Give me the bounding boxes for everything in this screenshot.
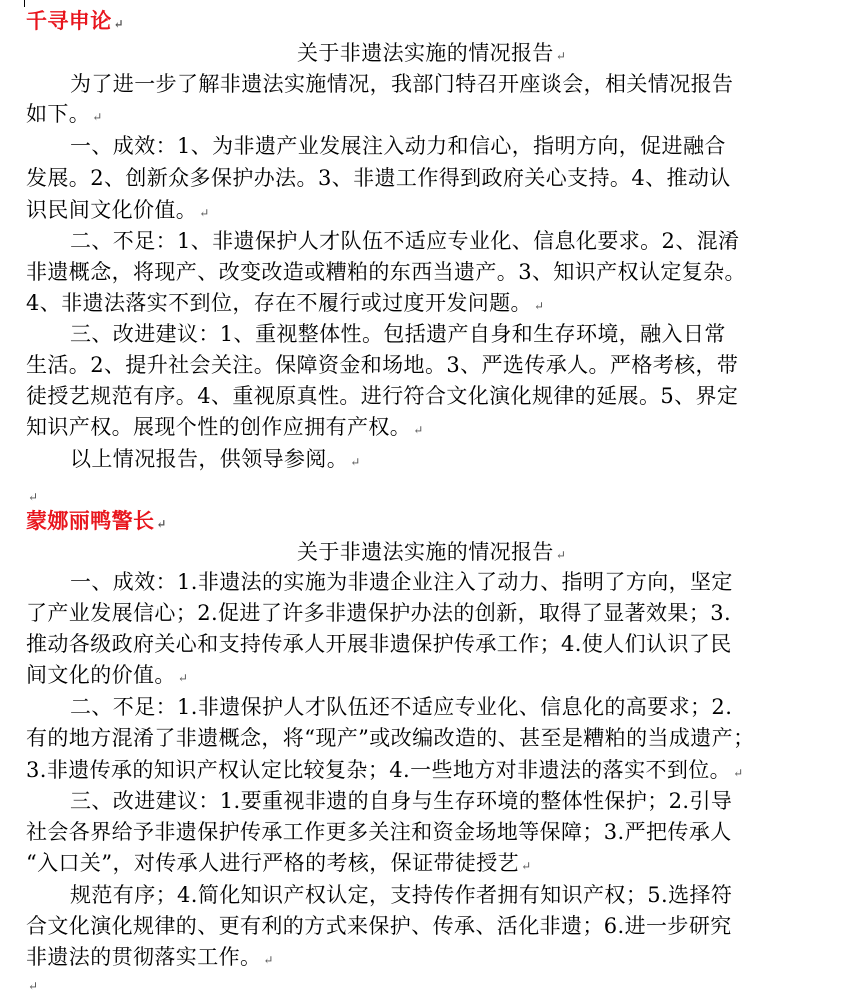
section1-author-text: 千寻申论 [26, 8, 112, 33]
section2-line [26, 849, 532, 880]
paragraph-mark-icon: ↵ [177, 671, 189, 685]
paragraph-mark-icon: ↵ [263, 953, 274, 967]
paragraph-mark-icon: ↵ [733, 766, 744, 780]
paragraph-mark-icon: ↵ [92, 110, 103, 124]
section1-line: 二、不足：1、非遗保护人才队伍不适应专业化、信息化要求。2、混淆 [70, 229, 740, 253]
paragraph-mark-icon: ↵ [533, 299, 545, 313]
section1-title [297, 39, 566, 70]
section1-line: 三、改进建议：1、重视整体性。包括遗产自身和生存环境，融入日常 [70, 322, 726, 346]
section2-line: 规范有序；4.简化知识产权认定，支持传作者拥有知识产权；5.选择符 [70, 883, 733, 907]
paragraph-mark-icon: ↵ [413, 423, 424, 437]
paragraph-mark-icon: ↵ [555, 49, 567, 63]
section1-line-text: 4、非遗法落实不到位，存在不履行或过度开发问题。 [26, 291, 532, 315]
section1-line [26, 196, 210, 227]
text-cursor-mark [24, 0, 25, 7]
section2-line-text: 非遗法的贯彻落实工作。 [26, 945, 262, 969]
section1-author [26, 7, 124, 38]
section2-author-text: 蒙娜丽鸭警长 [26, 508, 155, 533]
section1-line-text: 识民间文化价值。 [26, 198, 198, 222]
section1-line [26, 100, 103, 131]
section1-line: 发展。2、创新众多保护办法。3、非遗工作得到政府关心支持。4、推动认 [26, 166, 731, 190]
section2-line: 三、改进建议：1.要重视非遗的自身与生存环境的整体性保护；2.引导 [70, 789, 733, 813]
section2-line: 有的地方混淆了非遗概念，将“现产”或改编改造的、甚至是糟粕的当成遗产； [26, 726, 755, 750]
section2-line [26, 943, 274, 974]
paragraph-mark-icon: ↵ [28, 490, 39, 504]
section2-line-text: 间文化的价值。 [26, 663, 176, 687]
section2-line: 一、成效：1.非遗法的实施为非遗企业注入了动力、指明了方向，坚定 [70, 570, 733, 594]
paragraph-mark-icon: ↵ [113, 17, 125, 31]
section1-line: 非遗概念，将现产、改变改造或糟粕的东西当遗产。3、知识产权认定复杂。 [26, 260, 746, 284]
section2-line: 二、不足：1.非遗保护人才队伍还不适应专业化、信息化的高要求；2. [70, 695, 733, 719]
section2-title [297, 538, 566, 569]
section2-author [26, 507, 167, 538]
section2-line [26, 756, 744, 787]
section2-line-text: 3.非遗传承的知识产权认定比较复杂；4.一些地方对非遗法的落实不到位。 [26, 758, 732, 782]
section2-line: 了产业发展信心；2.促进了许多非遗保护办法的创新，取得了显著效果；3. [26, 601, 732, 625]
paragraph-mark-icon: ↵ [521, 859, 532, 873]
paragraph-mark-icon: ↵ [28, 979, 39, 993]
section2-line: 社会各界给予非遗保护传承工作更多关注和资金场地等保障；3.严把传承人 [26, 820, 732, 844]
section1-line [26, 289, 544, 320]
section1-line: 为了进一步了解非遗法实施情况，我部门特召开座谈会，相关情况报告 [70, 72, 734, 96]
paragraph-mark-icon: ↵ [156, 517, 167, 531]
section2-title-text: 关于非遗法实施的情况报告 [297, 540, 554, 564]
section2-line: 合文化演化规律的、更有利的方式来保护、传承、活化非遗；6.进一步研究 [26, 914, 732, 938]
section1-title-text: 关于非遗法实施的情况报告 [297, 41, 554, 65]
section1-line: 生活。2、提升社会关注。保障资金和场地。3、严选传承人。严格考核，带 [26, 353, 739, 377]
empty-paragraph [26, 975, 38, 994]
paragraph-mark-icon: ↵ [199, 206, 210, 220]
paragraph-mark-icon: ↵ [555, 548, 567, 562]
paragraph-mark-icon: ↵ [350, 455, 361, 469]
section2-line: 推动各级政府关心和支持传承人开展非遗保护传承工作；4.使人们认识了民 [26, 632, 732, 656]
section1-line [70, 445, 361, 476]
section1-line-text: 如下。 [26, 102, 91, 126]
section1-line [26, 413, 424, 444]
section1-line: 一、成效：1、为非遗产业发展注入动力和信心，指明方向，促进融合 [70, 134, 726, 158]
section1-line-text: 知识产权。展现个性的创作应拥有产权。 [26, 415, 412, 439]
section1-line-text: 以上情况报告，供领导参阅。 [70, 447, 349, 471]
section1-line: 徒授艺规范有序。4、重视原真性。进行符合文化演化规律的延展。5、界定 [26, 384, 739, 408]
section2-line [26, 661, 188, 692]
section2-line-text: “入口关”，对传承人进行严格的考核，保证带徒授艺 [26, 851, 520, 875]
